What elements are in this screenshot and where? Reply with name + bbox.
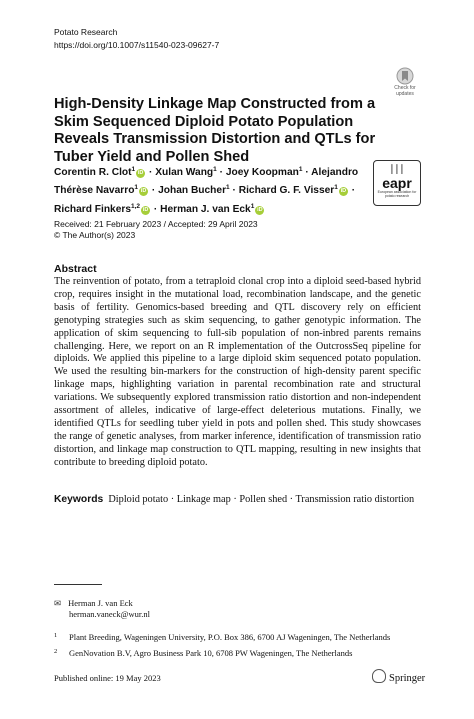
envelope-icon: ✉ [54,598,62,608]
author-affiliation-sup: 1 [226,184,230,192]
publisher-name: Springer [389,673,426,684]
affiliation-text: GenNovation B.V, Agro Business Park 10, 6708 PW Wageningen, The Netherlands [69,648,353,658]
abstract-heading: Abstract [54,263,97,275]
author-name[interactable]: Corentin R. Clot [54,167,132,178]
author-affiliation-sup: 1 [334,184,338,192]
copyright-notice: © The Author(s) 2023 [54,230,136,240]
correspondence [54,598,133,609]
eapr-logo [373,160,421,206]
eapr-mark-icon: ∣∣∣ [389,164,405,175]
eapr-logo-name: eapr [382,175,412,191]
article-title: High-Density Linkage Map Constructed from a Skim Sequenced Diploid Potato Population Reveals Transmission Distortion and QTLs for Tuber Yield and Pollen Shed [54,96,376,165]
author-name[interactable]: Johan Bucher [158,185,227,197]
keywords-label: Keywords [54,494,104,505]
author-name[interactable]: Richard G. F. Visser [238,185,335,197]
published-online-date: Published online: 19 May 2023 [54,673,161,683]
check-for-updates-badge[interactable] [388,67,422,101]
orcid-icon[interactable]: iD [142,206,149,213]
author-list: Corentin R. Clot$^1$ iD · Xulan Wang$^1$ · Joey Koopman$^1$ · Alejandro Thérèse Navarro$^1$ iD · Johan Bucher$^1$ · Richard G. F. Visser$^1$ iD · Richard Finkers$^{1,2}$ iD · Herman J. van Eck$^1$ iD [54,166,359,215]
affiliation [54,630,424,643]
affiliation-text: Plant Breeding, Wageningen University, P.O. Box 386, 6700 AJ Wageningen, The Netherlands [69,632,391,642]
author-affiliation-sup: 1 [131,166,136,173]
received-accepted-dates: Received: 21 February 2023 / Accepted: 29 April 2023 [54,219,258,229]
affiliation-number: 2 [54,648,58,655]
author-name[interactable]: Alejandro Thérèse Navarro [54,167,359,197]
eapr-logo-subtitle: European association for potato research [377,190,417,198]
bookmark-icon [388,67,422,87]
correspondence-name: Herman J. van Eck [68,598,133,608]
author-name[interactable]: Joey Koopman [225,167,299,178]
keywords [54,493,421,506]
orcid-icon[interactable]: iD [140,188,147,195]
affiliation [54,646,424,659]
orcid-icon[interactable]: iD [257,206,263,213]
author-affiliation-sup: 1 [134,184,139,192]
journal-name: Potato Research [54,27,118,37]
keywords-text: Diploid potato · Linkage map · Pollen shed · Transmission ratio distortion [108,494,415,505]
affiliation-number: 1 [54,632,58,639]
orcid-icon[interactable]: iD [137,170,144,176]
author-affiliation-sup: 1 [298,166,303,173]
author-affiliation-sup: 1 [250,202,255,210]
author-name[interactable]: Richard Finkers [54,203,131,215]
abstract-body: The reinvention of potato, from a tetraploid clonal crop into a diploid seed-based hybrid crop, requires insight in the mutational load, recombination landscape, and the genetic basis of fertility. Genomics-based breeding and QTL discovery rely on efficient genotyping strategies such as skim sequencing, to gather genotypic information. The application of skim sequencing to full-sib population of non-inbred parents remains challenging. Here, we report on an R implementation of the OutcrossSeq pipeline for diploids. We applied this pipeline to a large diploid skim sequenced potato population. We used the resulting bin-markers for the construction of high-density parent specific linkage maps, highlighting variation in parental recombination rate and structural variations. We subsequently explored transmission ratio distortion and non-independent assortment of alleles, indicative of large-effect deleterious mutations. Finally, we identified QTLs for seedling tuber yield in pots and pollen shed. This study showcases the range of genetic analyses, from marker inference, identification of transmission ratio distortion, and linkage map construction to QTL mapping, resulting in new insights that contribute to breeding diploid potato. [54,276,421,468]
author-affiliation-sup: 1,2 [131,202,141,210]
springer-logo [372,669,425,684]
author-name[interactable]: Herman J. van Eck [160,203,251,215]
correspondence-email[interactable]: herman.vaneck@wur.nl [69,609,150,619]
springer-horse-icon [372,669,386,683]
footnote-divider [54,584,102,585]
check-updates-label: Check for updates [394,85,416,97]
author-name[interactable]: Xulan Wang [155,167,214,178]
doi-link[interactable]: https://doi.org/10.1007/s11540-023-09627-7 [54,40,220,50]
author-affiliation-sup: 1 [213,166,217,173]
orcid-icon[interactable]: iD [340,188,347,195]
